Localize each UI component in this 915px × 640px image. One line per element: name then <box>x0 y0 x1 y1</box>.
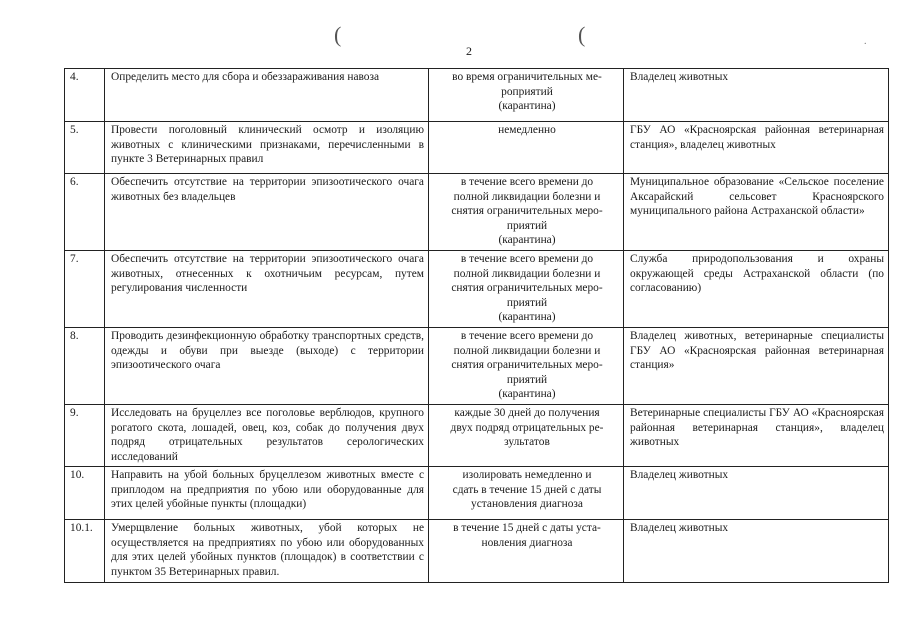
term-cell: каждые 30 дней до получения двух подряд отрицательных ре- зультатов <box>429 404 624 466</box>
term-cell: изолировать немедленно и сдать в течение 15 дней с даты установления диагноза <box>429 467 624 520</box>
responsible-cell: Владелец животных <box>624 520 889 582</box>
term-cell: в течение всего времени до полной ликвидации болезни и снятия ограничительных меро- приятий (карантина) <box>429 174 624 251</box>
scan-mark-right: ( <box>578 22 586 47</box>
row-number: 8. <box>65 327 105 404</box>
row-number: 7. <box>65 250 105 327</box>
action-cell: Обеспечить отсутствие на территории эпизоотического очага животных без владельцев <box>105 174 429 251</box>
table-row <box>65 404 889 466</box>
row-number: 4. <box>65 69 105 122</box>
scan-mark-left: ( <box>334 22 342 47</box>
row-number: 10.1. <box>65 520 105 582</box>
term-cell: немедленно <box>429 122 624 174</box>
action-cell: Провести поголовный клинический осмотр и изоляцию животных с клиническими признаками, перечисленными в пункте 3 Ветеринарных правил <box>105 122 429 174</box>
table-row <box>65 69 889 122</box>
action-cell: Направить на убой больных бруцеллезом животных вместе с приплодом на предприятия по убою или оборудованные для этих целей убойные пункты (площадки) <box>105 467 429 520</box>
row-number: 6. <box>65 174 105 251</box>
responsible-cell: Ветеринарные специалисты ГБУ АО «Красноярская районная ветеринарная станция», владелец животных <box>624 404 889 466</box>
page-number: 2 <box>466 44 472 58</box>
term-cell: во время ограничительных ме- роприятий (карантина) <box>429 69 624 122</box>
row-number: 5. <box>65 122 105 174</box>
term-cell: в течение 15 дней с даты уста- новления диагноза <box>429 520 624 582</box>
responsible-cell: Владелец животных <box>624 69 889 122</box>
term-cell: в течение всего времени до полной ликвидации болезни и снятия ограничительных меро- приятий (карантина) <box>429 327 624 404</box>
table-row <box>65 250 889 327</box>
action-cell: Исследовать на бруцеллез все поголовье верблюдов, крупного рогатого скота, лошадей, овец, коз, собак до получения двух подряд отрицательных результатов серологических исследований <box>105 404 429 466</box>
table-row <box>65 174 889 251</box>
action-cell: Определить место для сбора и обеззараживания навоза <box>105 69 429 122</box>
scan-dot: . <box>864 36 867 47</box>
action-cell: Умерщвление больных животных, убой которых не осуществляется на предприятиях по убою или оборудованных для этих целей убойных пунктов (площадок) в соответствии с пунктом 35 Ветеринарных правил. <box>105 520 429 582</box>
responsible-cell: Служба природопользования и охраны окружающей среды Астраханской области (по согласованию) <box>624 250 889 327</box>
table-row <box>65 327 889 404</box>
measures-table <box>64 68 889 583</box>
responsible-cell: Владелец животных, ветеринарные специалисты ГБУ АО «Красноярская районная ветеринарная станция» <box>624 327 889 404</box>
table-row <box>65 520 889 582</box>
action-cell: Проводить дезинфекционную обработку транспортных средств, одежды и обуви при выезде (выходе) с территории эпизоотического очага <box>105 327 429 404</box>
responsible-cell: Муниципальное образование «Сельское поселение Аксарайский сельсовет Красноярского муниципального района Астраханской области» <box>624 174 889 251</box>
table-row <box>65 122 889 174</box>
action-cell: Обеспечить отсутствие на территории эпизоотического очага животных, отнесенных к охотничьим ресурсам, путем регулирования численности <box>105 250 429 327</box>
row-number: 9. <box>65 404 105 466</box>
responsible-cell: Владелец животных <box>624 467 889 520</box>
table-row <box>65 467 889 520</box>
responsible-cell: ГБУ АО «Красноярская районная ветеринарная станция», владелец животных <box>624 122 889 174</box>
term-cell: в течение всего времени до полной ликвидации болезни и снятия ограничительных меро- приятий (карантина) <box>429 250 624 327</box>
row-number: 10. <box>65 467 105 520</box>
